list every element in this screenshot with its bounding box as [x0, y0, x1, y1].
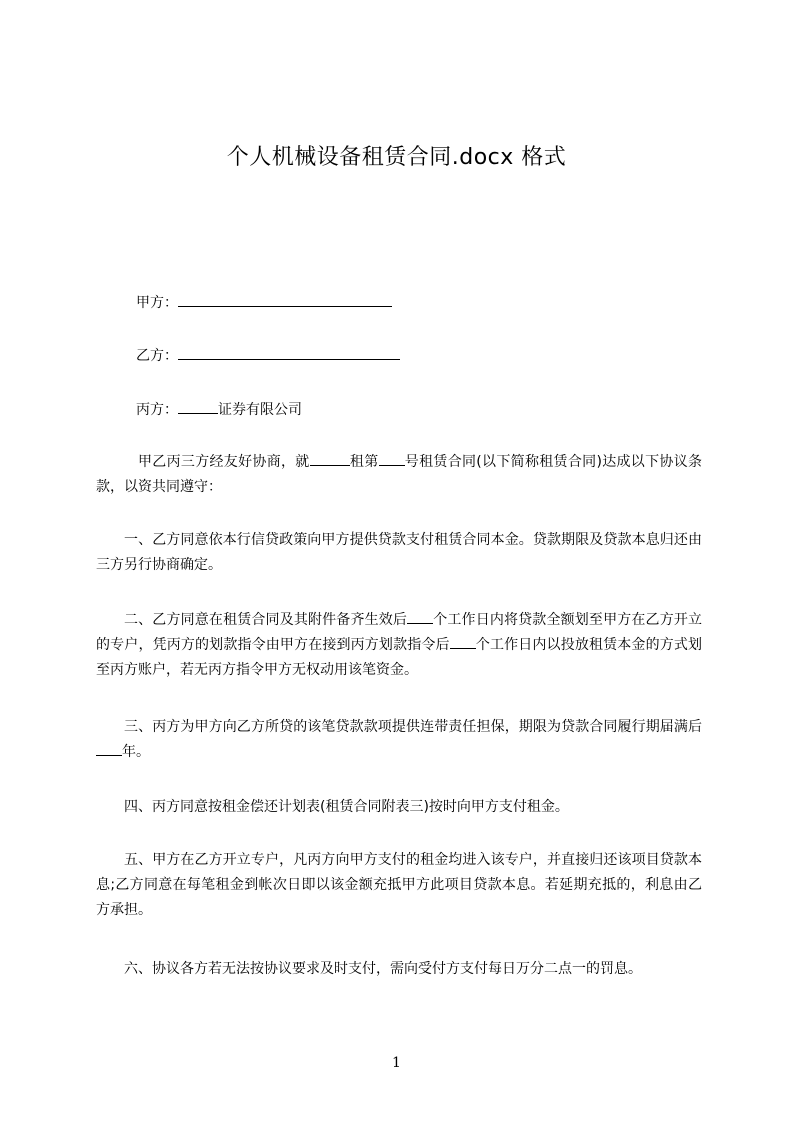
intro-text-c: 号租赁合同(以下简称租赁合同)达成以下协议条款，以资共同遵守： — [96, 454, 703, 495]
party-a-blank — [178, 292, 392, 307]
party-c-blank — [178, 399, 218, 414]
page-number: 1 — [392, 1055, 401, 1071]
clause-2-blank-1 — [407, 609, 433, 624]
clause-2-blank-2 — [450, 634, 476, 649]
clause-3-text-b: 年。 — [122, 744, 150, 760]
clause-1: 一、乙方同意依本行信贷政策向甲方提供贷款支付租赁合同本金。贷款期限及贷款本息归还由三方另行协商确定。 — [96, 532, 702, 573]
party-c-line — [136, 399, 302, 420]
party-b-line — [136, 345, 400, 366]
party-c-label: 丙方： — [136, 402, 178, 418]
intro-paragraph — [96, 450, 702, 500]
clause-6: 六、协议各方若无法按协议要求及时支付，需向受付方支付每日万分二点一的罚息。 — [124, 961, 642, 977]
intro-text-b: 租第 — [349, 454, 379, 470]
clause-3-text-a: 三、丙方为甲方向乙方所贷的该笔贷款款项提供连带责任担保，期限为贷款合同履行期届满后 — [124, 719, 702, 735]
clause-4: 四、丙方同意按租金偿还计划表(租赁合同附表三)按时向甲方支付租金。 — [124, 799, 569, 815]
party-a-label: 甲方： — [136, 295, 178, 311]
clause-2-text-b: 个工作日内将贷款全额划至甲方在乙方开立的专户，凭丙方的划款指令由甲方在接到丙方划款指令后 — [96, 612, 703, 653]
party-a-line — [136, 292, 392, 313]
clause-2-text-c: 个工作日内以投放租赁本金的方式划至丙方账户，若无丙方指令甲方无权动用该笔资金。 — [96, 637, 703, 678]
intro-blank-2 — [379, 451, 405, 466]
intro-blank-1 — [310, 451, 350, 466]
clause-2-text-a: 二、乙方同意在租赁合同及其附件备齐生效后 — [124, 612, 408, 628]
clause-3 — [96, 715, 702, 765]
party-c-suffix: 证券有限公司 — [218, 402, 302, 418]
party-b-label: 乙方： — [136, 348, 178, 364]
document-title: 个人机械设备租赁合同.docx 格式 — [226, 145, 567, 170]
clause-5: 五、甲方在乙方开立专户，凡丙方向甲方支付的租金均进入该专户，并直接归还该项目贷款本息;乙方同意在每笔租金到帐次日即以该金额充抵甲方此项目贷款本息。若延期充抵的，利息由乙方承担。 — [96, 852, 702, 918]
clause-2 — [96, 608, 702, 683]
intro-text-a: 甲乙丙三方经友好协商，就 — [138, 454, 310, 470]
party-b-blank — [178, 345, 400, 360]
clause-3-blank — [96, 741, 122, 756]
